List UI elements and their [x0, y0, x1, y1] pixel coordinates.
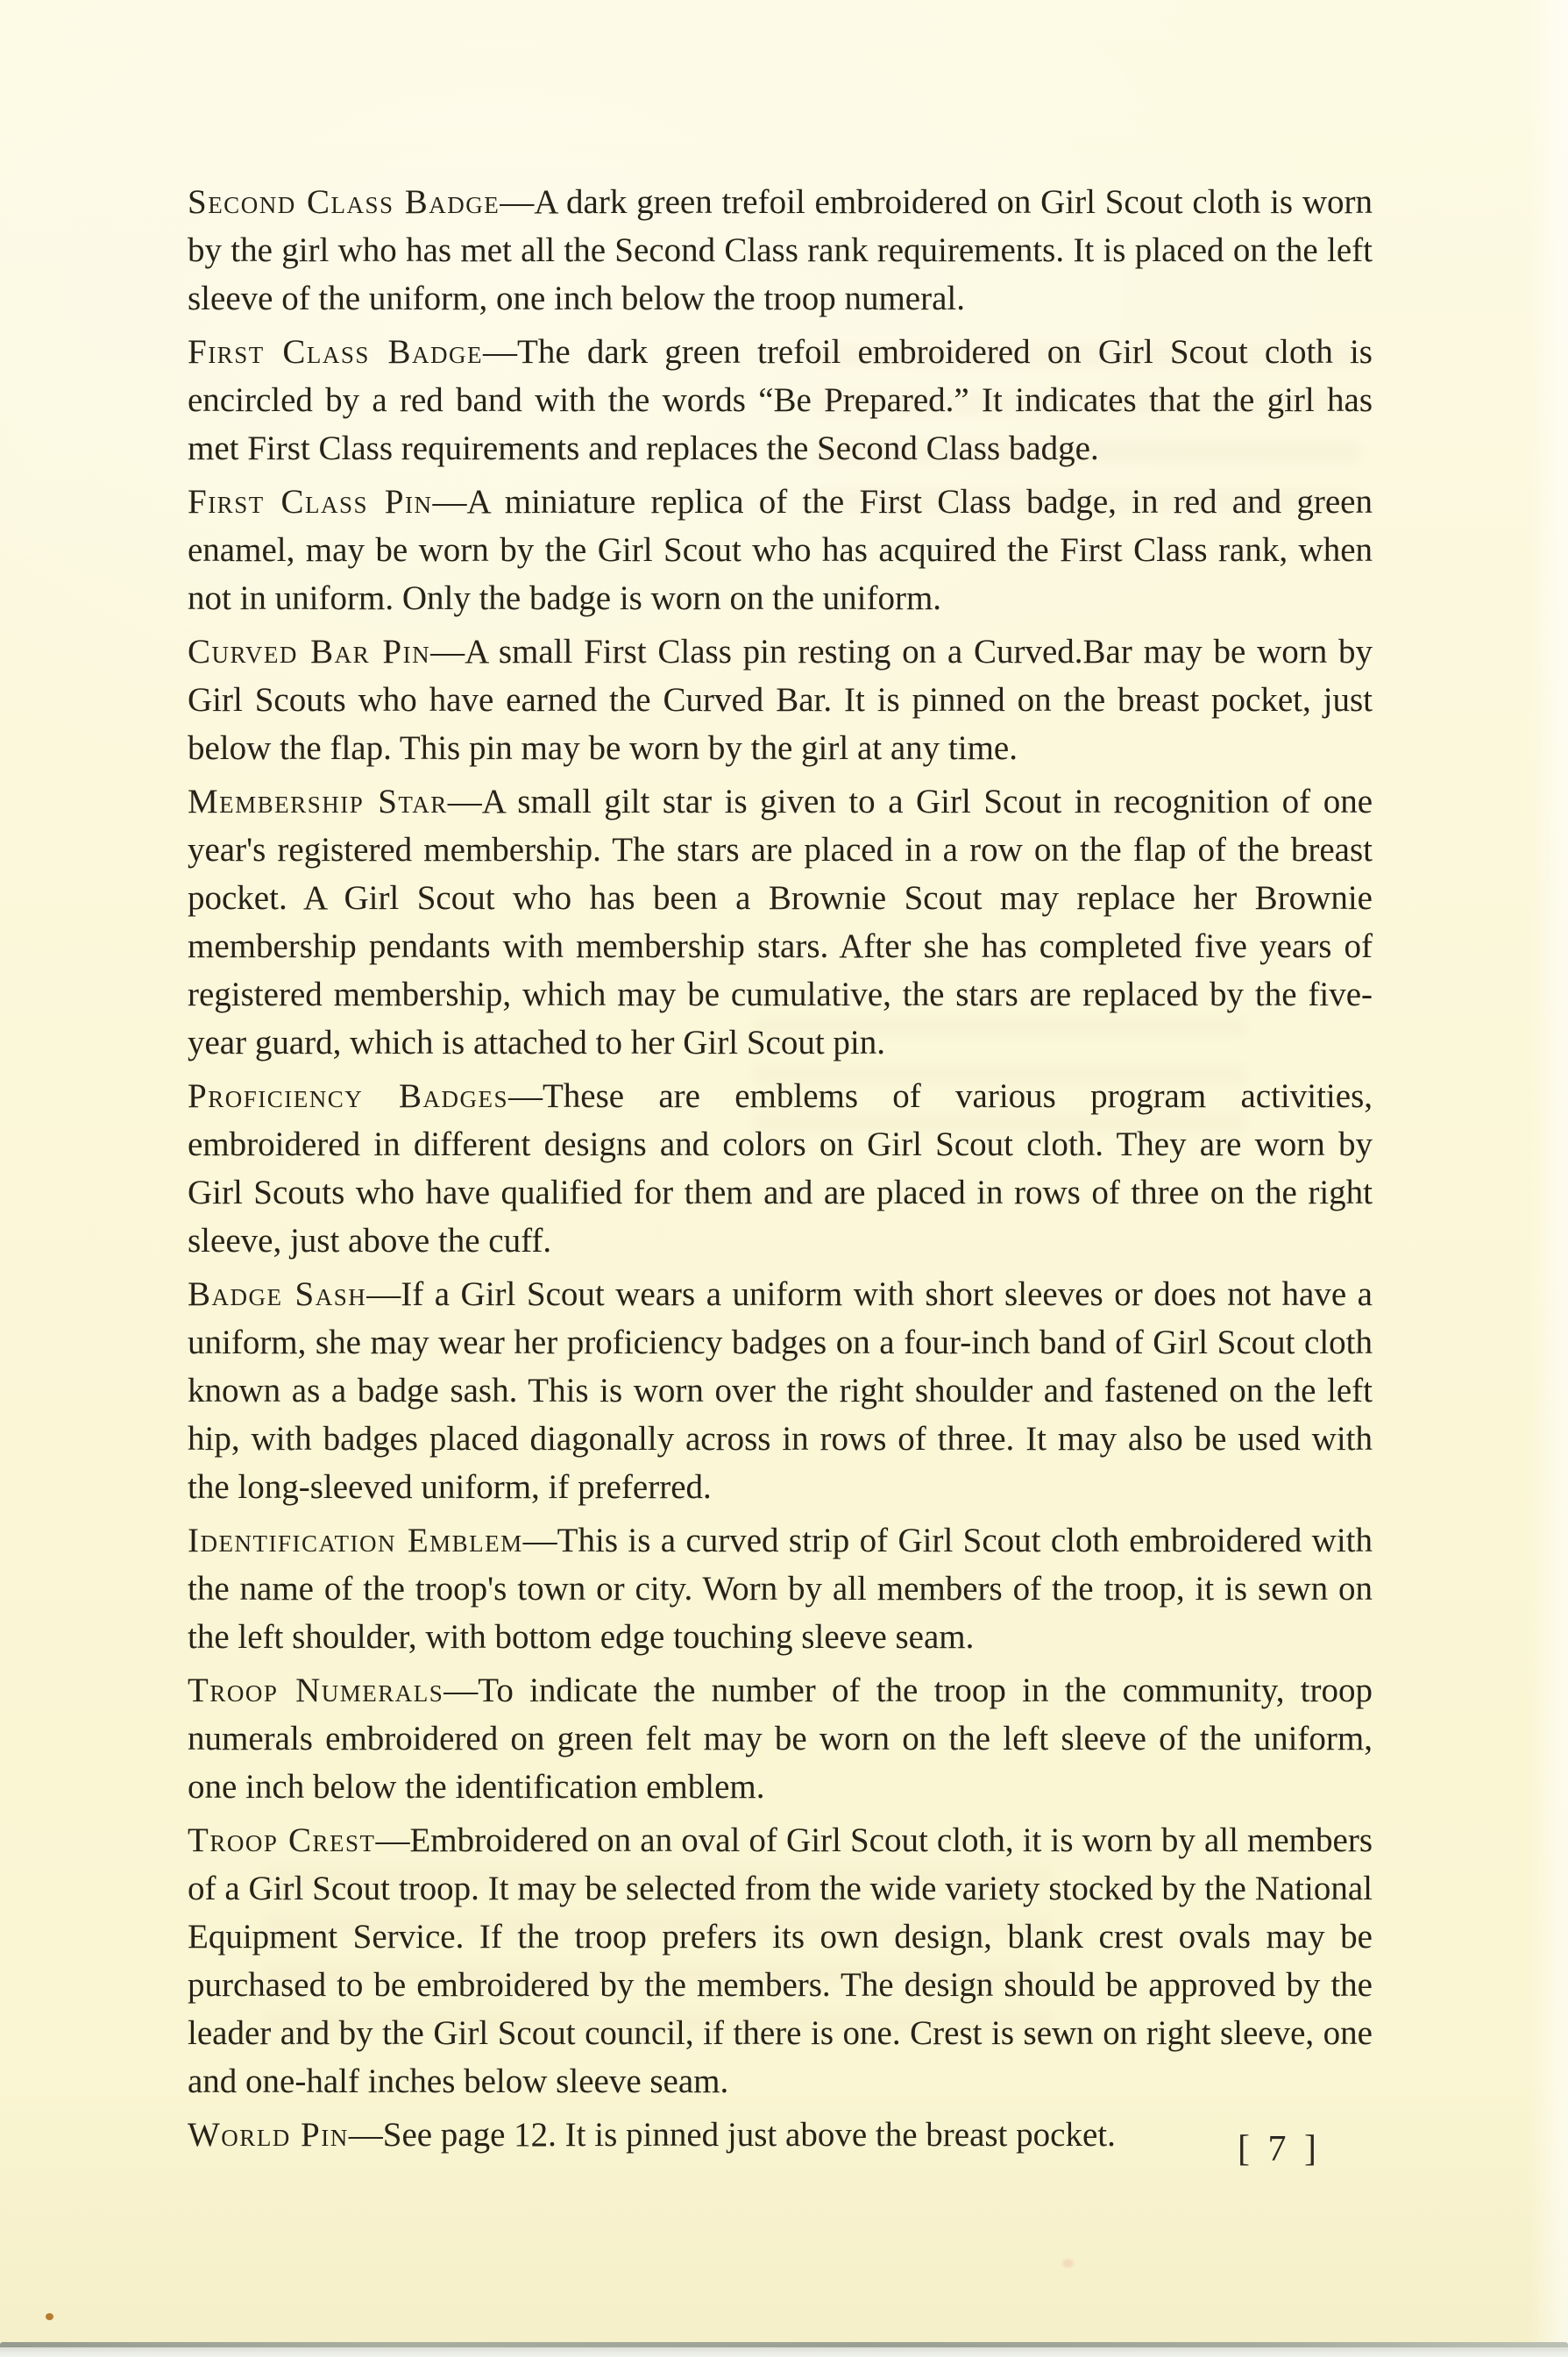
- definition-body: —If a Girl Scout wears a uniform with short sleeves or does not have a uniform, she may wear her proficiency badges on a four-inch band of Girl Scout cloth known as a badge sash. This is worn over the right shoulder and fastened on the left hip, with badges placed diagonally across in rows of three. It may also be used with the long-sleeved uniform, if preferred.: [188, 1275, 1373, 1506]
- definition-term: Troop Numerals: [188, 1672, 444, 1709]
- definition-body: —A miniature replica of the First Class badge, in red and green enamel, may be worn by the Girl Scout who has acquired the First Class rank, when not in uniform. Only the badge is worn on the uniform.: [188, 483, 1373, 617]
- definition-paragraph: [188, 777, 1373, 1067]
- page-number: [ 7 ]: [1238, 2129, 1321, 2169]
- definition-body: —A small gilt star is given to a Girl Scout in recognition of one year's registered membership. The stars are placed in a row on the flap of the breast pocket. A Girl Scout who has been a Brownie Scout may replace her Brownie membership pendants with membership stars. After she has completed five years of registered membership, which may be cumulative, the stars are replaced by the five-year guard, which is attached to her Girl Scout pin.: [188, 783, 1373, 1061]
- definition-term: Proficiency Badges: [188, 1077, 508, 1115]
- scanner-bed-strip: [0, 2347, 1568, 2357]
- definition-paragraph: [188, 2111, 1373, 2159]
- definition-paragraph: [188, 628, 1373, 772]
- definition-term: Second Class Badge: [188, 183, 500, 221]
- definition-body: —Embroidered on an oval of Girl Scout cloth, it is worn by all members of a Girl Scout troop. It may be selected from the wide variety stocked by the National Equipment Service. If the troop prefers its own design, blank crest ovals may be purchased to be embroidered by the members. The design should be approved by the leader and by the Girl Scout council, if there is one. Crest is sewn on right sleeve, one and one-half inches below sleeve seam.: [188, 1821, 1373, 2100]
- definition-paragraph: [188, 328, 1373, 472]
- definition-body: —These are emblems of various program activities, embroidered in different designs and colors on Girl Scout cloth. They are worn by Girl Scouts who have qualified for them and are placed in rows of three on the right sleeve, just above the cuff.: [188, 1077, 1373, 1260]
- definition-body: —This is a curved strip of Girl Scout cloth embroidered with the name of the troop's town or city. Worn by all members of the troop, it is sewn on the left shoulder, with bottom edge touching sleeve seam.: [188, 1522, 1373, 1656]
- definition-body: —The dark green trefoil embroidered on Girl Scout cloth is encircled by a red band with the words “Be Prepared.” It indicates that the girl has met First Class requirements and replaces the Second Class badge.: [188, 333, 1373, 467]
- definition-term: World Pin: [188, 2116, 349, 2154]
- definition-body: —See page 12. It is pinned just above the breast pocket.: [348, 2116, 1116, 2154]
- definition-term: Badge Sash: [188, 1275, 367, 1313]
- definition-term: Membership Star: [188, 783, 448, 820]
- definition-paragraph: [188, 1666, 1373, 1811]
- definition-paragraph: [188, 478, 1373, 622]
- definition-term: Identification Emblem: [188, 1522, 523, 1559]
- definition-body: —A dark green trefoil embroidered on Girl Scout cloth is worn by the girl who has met all the Second Class rank requirements. It is placed on the left sleeve of the uniform, one inch below the troop numeral.: [188, 183, 1373, 317]
- definition-paragraph: [188, 178, 1373, 323]
- definition-term: Troop Crest: [188, 1821, 376, 1859]
- definition-paragraph: [188, 1072, 1373, 1265]
- definition-paragraph: [188, 1516, 1373, 1661]
- definition-paragraph: [188, 1816, 1373, 2105]
- definition-body: —To indicate the number of the troop in the community, troop numerals embroidered on green felt may be worn on the left sleeve of the uniform, one inch below the identification emblem.: [188, 1672, 1373, 1806]
- text-block: [188, 178, 1373, 2164]
- definition-body: —A small First Class pin resting on a Curved.Bar may be worn by Girl Scouts who have earned the Curved Bar. It is pinned on the breast pocket, just below the flap. This pin may be worn by the girl at any time.: [188, 633, 1373, 767]
- definition-term: First Class Pin: [188, 483, 433, 521]
- paper-speck: [1062, 2259, 1074, 2268]
- ink-speck: [46, 2313, 53, 2320]
- definition-term: Curved Bar Pin: [188, 633, 431, 671]
- definition-term: First Class Badge: [188, 333, 484, 371]
- definition-paragraph: [188, 1270, 1373, 1511]
